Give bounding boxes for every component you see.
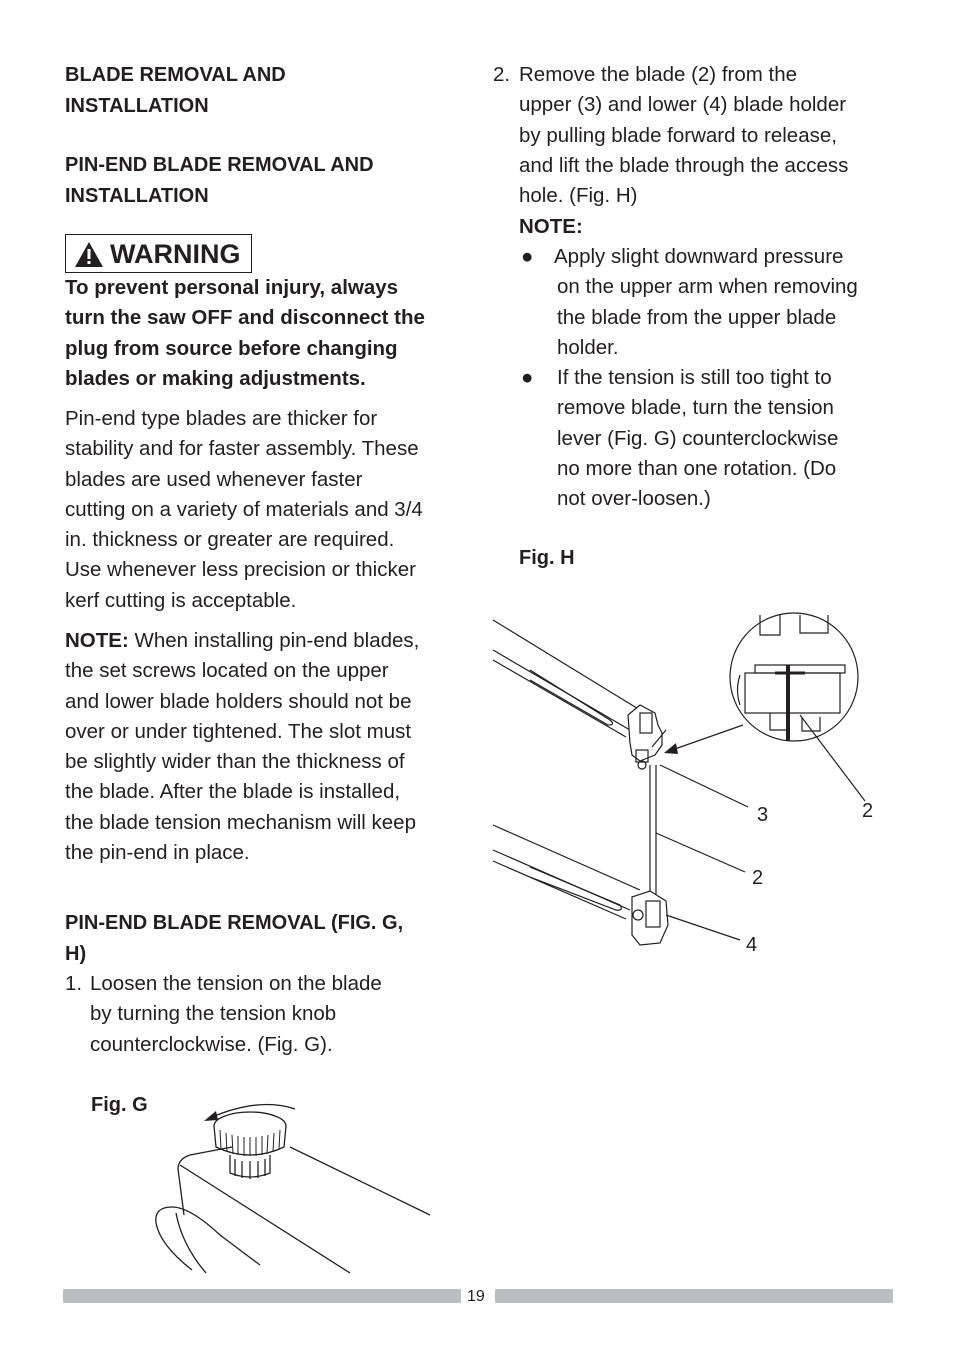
footer-bar-left	[63, 1289, 461, 1303]
section-title: BLADE REMOVAL AND INSTALLATION	[65, 64, 286, 117]
step-2: 2. Remove the blade (2) from the upper (3) and lower (4) blade holder by pulling blade forward to release, and lift the blade through the access hole. (Fig. H)	[493, 63, 849, 208]
fig-h-illustration	[490, 605, 910, 965]
step-1: 1. Loosen the tension on the blade by turning the tension knob counterclockwise. (Fig. G).	[65, 972, 382, 1056]
bullet-1: ● Apply slight downward pressure on the upper arm when removing the blade from the upper blade holder.	[521, 242, 911, 363]
warning-text: To prevent personal injury, always turn the saw OFF and disconnect the plug from source before changing blades or making adjustments.	[65, 276, 425, 390]
callout-2-detail: 2	[862, 800, 874, 822]
fig-g-illustration	[150, 1095, 440, 1280]
bullet-icon: ●	[521, 366, 534, 389]
callout-2: 2	[752, 867, 764, 889]
fig-g-label: Fig. G	[91, 1094, 148, 1116]
callout-4: 4	[746, 934, 758, 956]
subsection-title: PIN-END BLADE REMOVAL AND INSTALLATION	[65, 154, 374, 207]
bullet-icon: ●	[521, 245, 534, 268]
footer-bar-right	[495, 1289, 893, 1303]
warning-box	[65, 234, 252, 273]
warning-triangle-icon	[74, 241, 104, 268]
warning-label: WARNING	[110, 239, 241, 269]
paragraph-pin-end: Pin-end type blades are thicker for stability and for faster assembly. These blades are used whenever faster cutting on a variety of materials and 3/4 in. thickness or greater are required. Use whenever less precision or thicker kerf cutting is acceptable.	[65, 407, 423, 612]
bullet-2: ● If the tension is still too tight to remove blade, turn the tension lever (Fig. G) counterclockwise no more than one rotation. (Do not over-loosen.)	[521, 363, 911, 514]
fig-h-label: Fig. H	[519, 547, 575, 569]
note-label-right: NOTE:	[519, 215, 583, 238]
page-number: 19	[467, 1288, 485, 1305]
note-label: NOTE:	[65, 629, 129, 652]
callout-3: 3	[757, 804, 769, 826]
removal-title: PIN-END BLADE REMOVAL (FIG. G, H)	[65, 912, 404, 965]
note-paragraph: NOTE: When installing pin-end blades, the set screws located on the upper and lower blade holders should not be over or under tightened. The slot must be slightly wider than the thickness of the blade. After the blade is installed, the blade tension mechanism will keep the pin-end in place.	[65, 629, 420, 865]
